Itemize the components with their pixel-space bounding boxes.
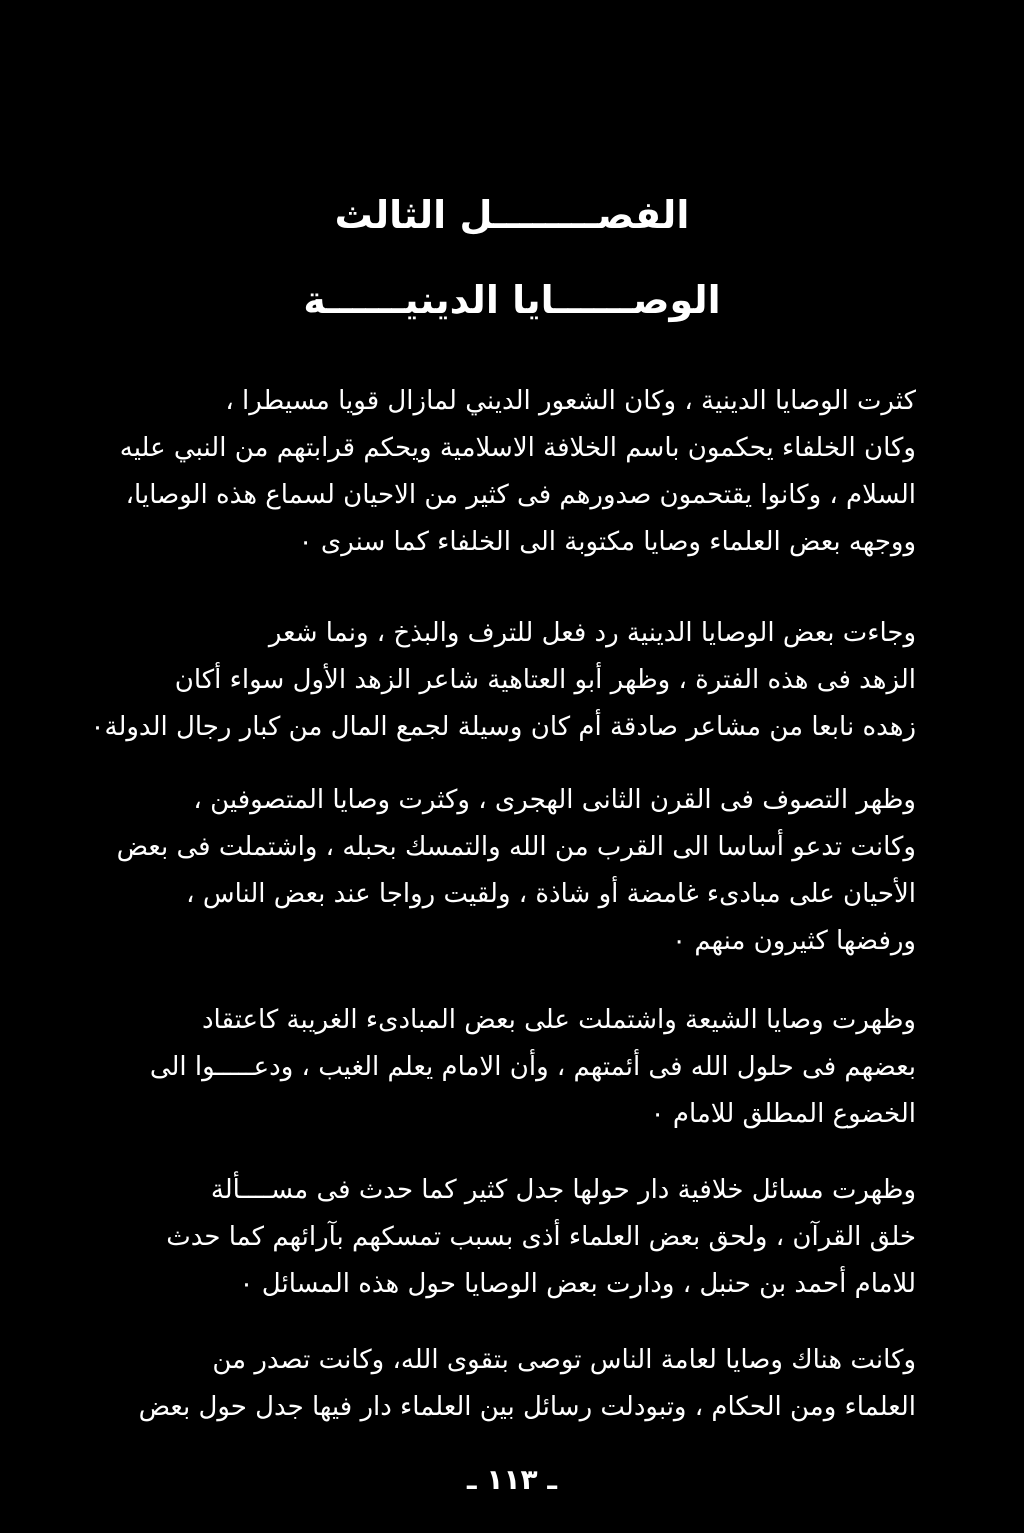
text-line: وكانت تدعو أساسا الى القرب من الله والتمسك بحبله ، واشتملت فى بعض [116, 832, 916, 862]
text-line: وكانت هناك وصايا لعامة الناس توصى بتقوى الله، وكانت تصدر من [212, 1345, 916, 1375]
page-number: ـ ١١٣ ـ [467, 1463, 557, 1496]
text-line: زهده نابعا من مشاعر صادقة أم كان وسيلة لجمع المال من كبار رجال الدولة٠ [90, 712, 916, 742]
paragraph [106, 777, 916, 965]
text-line: وجاءت بعض الوصايا الدينية رد فعل للترف والبذخ ، ونما شعر [268, 618, 916, 648]
text-line: ووجهه بعض العلماء وصايا مكتوبة الى الخلفاء كما سنرى ٠ [298, 527, 916, 557]
chapter-title: الفصــــــــل الثالث [334, 193, 690, 237]
text-line: كثرت الوصايا الدينية ، وكان الشعور الديني لمازال قويا مسيطرا ، [225, 386, 916, 416]
paragraph [106, 378, 916, 566]
text-line: للامام أحمد بن حنبل ، ودارت بعض الوصايا حول هذه المسائل ٠ [239, 1269, 916, 1299]
paragraph [106, 1167, 916, 1308]
text-line: خلق القرآن ، ولحق بعض العلماء أذى بسبب تمسكهم بآرائهم كما حدث [166, 1222, 916, 1252]
paragraph [106, 1337, 916, 1431]
paragraph [90, 610, 916, 751]
text-line: بعضهم فى حلول الله فى أئمتهم ، وأن الامام يعلم الغيب ، ودعـــــوا الى [149, 1052, 916, 1082]
text-line: السلام ، وكانوا يقتحمون صدورهم فى كثير من الاحيان لسماع هذه الوصايا، [125, 480, 916, 510]
text-line: وظهر التصوف فى القرن الثانى الهجرى ، وكثرت وصايا المتصوفين ، [193, 785, 916, 815]
text-line: ورفضها كثيرون منهم ٠ [672, 926, 916, 956]
text-line: العلماء ومن الحكام ، وتبودلت رسائل بين العلماء دار فيها جدل حول بعض [138, 1392, 916, 1422]
text-line: الزهد فى هذه الفترة ، وظهر أبو العتاهية شاعر الزهد الأول سواء أكان [174, 665, 916, 695]
text-line: وكان الخلفاء يحكمون باسم الخلافة الاسلامية ويحكم قرابتهم من النبي عليه [119, 433, 916, 463]
text-line: الخضوع المطلق للامام ٠ [650, 1099, 916, 1129]
text-line: الأحيان على مبادىء غامضة أو شاذة ، ولقيت رواجا عند بعض الناس ، [186, 879, 916, 909]
text-line: وظهرت وصايا الشيعة واشتملت على بعض المبادىء الغريبة كاعتقاد [201, 1005, 916, 1035]
paragraph [106, 997, 916, 1138]
section-title: الوصــــــايا الدينيــــــة [303, 278, 721, 322]
text-line: وظهرت مسائل خلافية دار حولها جدل كثير كما حدث فى مســــألة [210, 1175, 916, 1205]
